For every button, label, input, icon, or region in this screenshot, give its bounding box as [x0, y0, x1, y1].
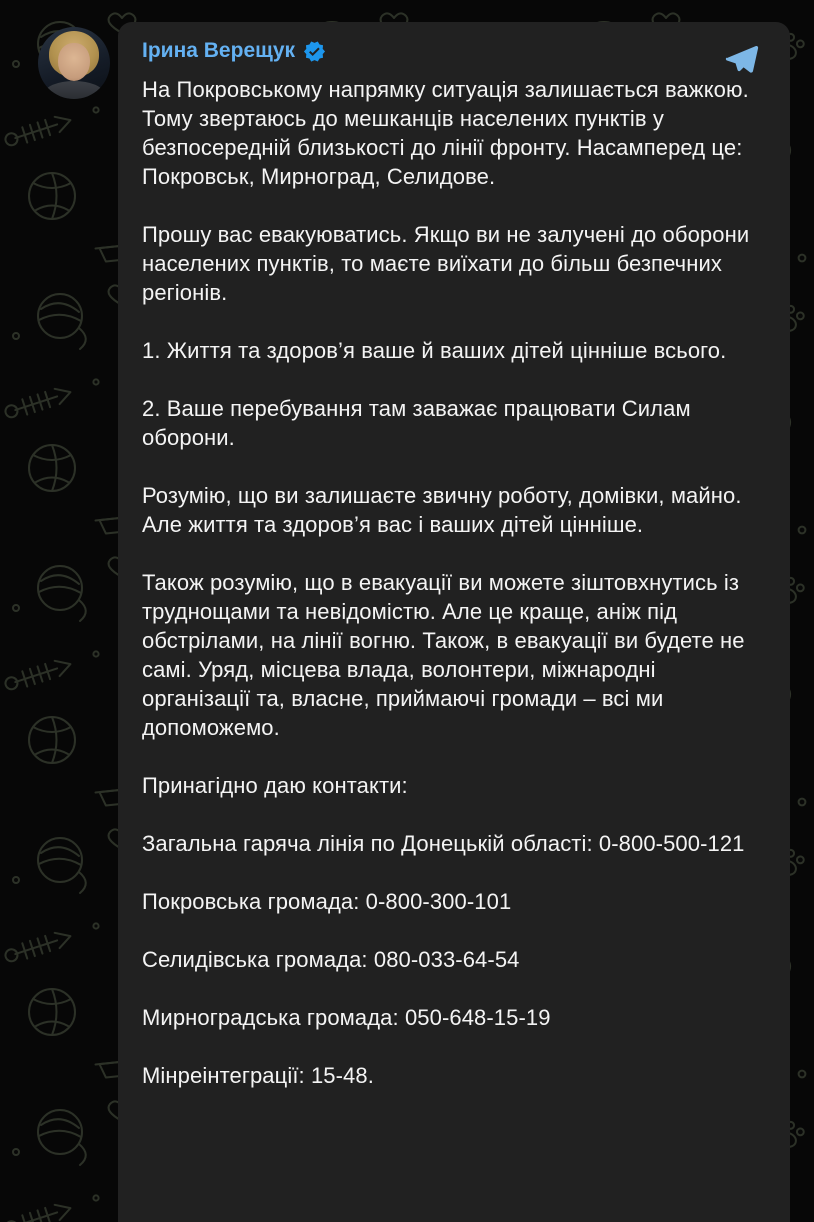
message-bubble	[118, 22, 790, 1222]
telegram-plane-icon[interactable]	[723, 41, 760, 78]
message-paragraph: 1. Життя та здоров’я ваше й ваших дітей цінніше всього.	[142, 338, 727, 363]
avatar[interactable]	[38, 27, 110, 99]
message-paragraph: Розумію, що ви залишаєте звичну роботу, домівки, майно. Але життя та здоров’я вас і ваших дітей цінніше.	[142, 483, 742, 537]
message-paragraph: Селидівська громада: 080-033-64-54	[142, 947, 520, 972]
avatar-face-shape	[58, 43, 90, 81]
message-paragraph: Також розумію, що в евакуації ви можете зіштовхнутись із труднощами та невідомістю. Але це краще, аніж під обстрілами, на лінії вогню. Також, в евакуації ви будете не самі. Уряд, місцева влада, волонтери, міжнародні організації та, власне, приймаючі громади – всі ми допоможемо.	[142, 570, 745, 740]
message-paragraph: На Покровському напрямку ситуація залишається важкою. Тому звертаюсь до мешканців населених пунктів у безпосередній близькості до лінії фронту. Насамперед це: Покровськ, Мирноград, Селидове.	[142, 77, 749, 189]
message-paragraph: Прошу вас евакуюватись. Якщо ви не залучені до оборони населених пунктів, то маєте виїхати до більш безпечних регіонів.	[142, 222, 750, 305]
message-paragraph: Принагідно даю контакти:	[142, 773, 408, 798]
message-paragraph: 2. Ваше перебування там заважає працювати Силам оборони.	[142, 396, 691, 450]
message-header	[142, 37, 764, 64]
message-text	[142, 75, 764, 1090]
message-paragraph: Мінреінтеграції: 15-48.	[142, 1063, 374, 1088]
verified-badge-icon	[303, 40, 326, 63]
message-paragraph: Покровська громада: 0-800-300-101	[142, 889, 512, 914]
message-paragraph: Мирноградська громада: 050-648-15-19	[142, 1005, 551, 1030]
message-paragraph: Загальна гаряча лінія по Донецькій області: 0-800-500-121	[142, 831, 745, 856]
avatar-body-shape	[44, 81, 104, 99]
sender-name[interactable]: Ірина Верещук	[142, 39, 296, 62]
